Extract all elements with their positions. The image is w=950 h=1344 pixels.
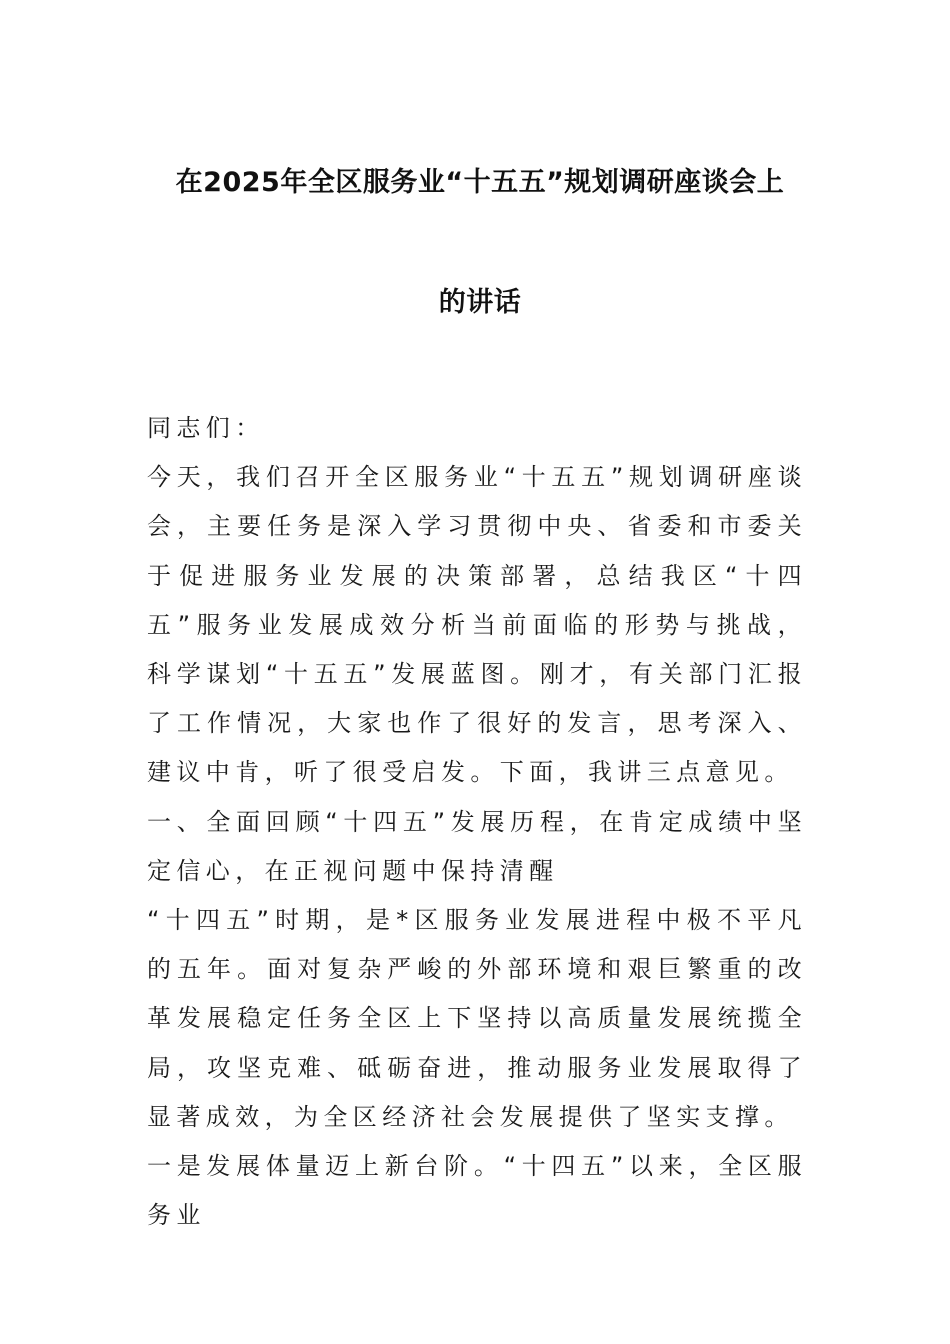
paragraph-point-1: 一是发展体量迈上新台阶。“十四五”以来，全区服务业 [147,1152,807,1230]
section-heading-1: 一、全面回顾“十四五”发展历程，在肯定成绩中坚定信心，在正视问题中保持清醒 [147,807,807,885]
document-body [147,404,807,1240]
paragraph-review: “十四五”时期，是*区服务业发展进程中极不平凡的五年。面对复杂严峻的外部环境和艰巨繁重的改革发展稳定任务全区上下坚持以高质量发展统揽全局，攻坚克难、砥砺奋进，推动服务业发展取得了显著成效，为全区经济社会发展提供了坚实支撑。 [147,906,807,1131]
salutation: 同志们： [147,414,265,442]
paragraph-intro: 今天，我们召开全区服务业“十五五”规划调研座谈会，主要任务是深入学习贯彻中央、省委和市委关于促进服务业发展的决策部署，总结我区“十四五”服务业发展成效分析当前面临的形势与挑战，科学谋划“十五五”发展蓝图。刚才，有关部门汇报了工作情况，大家也作了很好的发言，思考深入、建议中肯，听了很受启发。下面，我讲三点意见。 [147,463,807,787]
document-title-line-2: 的讲话 [438,287,522,318]
document-title-line-1: 在2025年全区服务业“十五五”规划调研座谈会上 [175,167,785,198]
